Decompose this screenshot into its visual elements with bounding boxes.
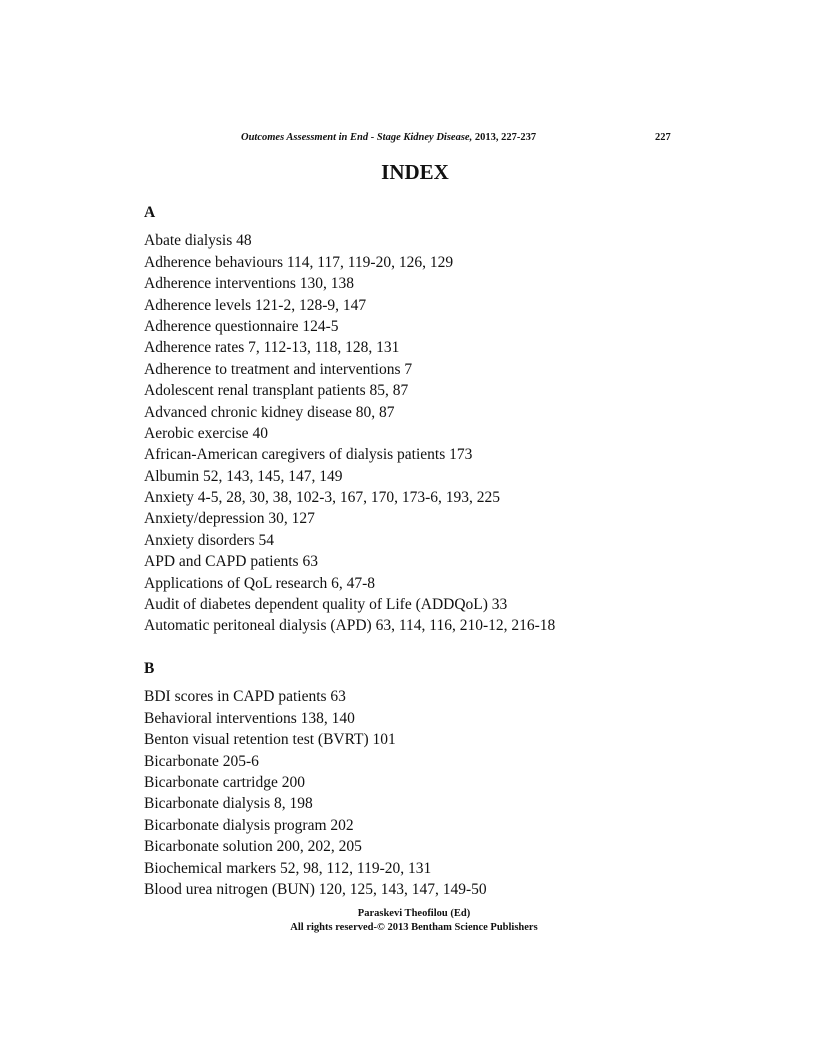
- index-entry: Anxiety 4-5, 28, 30, 38, 102-3, 167, 170, 173-6, 193, 225: [144, 489, 501, 507]
- index-entry: BDI scores in CAPD patients 63: [144, 688, 346, 706]
- index-entry: Applications of QoL research 6, 47-8: [144, 574, 375, 592]
- index-entry: Advanced chronic kidney disease 80, 87: [144, 403, 395, 421]
- index-entry: Biochemical markers 52, 98, 112, 119-20, 131: [144, 859, 432, 877]
- section-letter: A: [144, 204, 156, 221]
- index-entry: Bicarbonate dialysis program 202: [144, 816, 354, 834]
- index-entry: Automatic peritoneal dialysis (APD) 63, 114, 116, 210-12, 216-18: [144, 617, 556, 635]
- index-entry: Abate dialysis 48: [144, 232, 252, 250]
- index-entry: APD and CAPD patients 63: [144, 553, 318, 571]
- index-entry: Bicarbonate dialysis 8, 198: [144, 795, 313, 813]
- journal-title: Outcomes Assessment in End - Stage Kidney Disease,: [241, 132, 473, 143]
- index-entry: Bicarbonate 205-6: [144, 752, 259, 770]
- index-section-b: [144, 658, 487, 900]
- index-entry: Adherence questionnaire 124-5: [144, 317, 339, 335]
- index-entry: Bicarbonate solution 200, 202, 205: [144, 838, 362, 856]
- section-letter: B: [144, 660, 155, 677]
- index-entry: Albumin 52, 143, 145, 147, 149: [144, 467, 343, 485]
- index-entry: African-American caregivers of dialysis patients 173: [144, 446, 473, 464]
- index-entry: Adherence rates 7, 112-13, 118, 128, 131: [144, 339, 400, 357]
- index-entry: Behavioral interventions 138, 140: [144, 709, 355, 727]
- index-entry: Adherence behaviours 114, 117, 119-20, 126, 129: [144, 253, 454, 271]
- index-entry: Adherence levels 121-2, 128-9, 147: [144, 296, 367, 314]
- index-entry: Benton visual retention test (BVRT) 101: [144, 731, 396, 749]
- index-entry: Blood urea nitrogen (BUN) 120, 125, 143, 147, 149-50: [144, 880, 487, 898]
- journal-year-pages: 2013, 227-237: [472, 132, 537, 143]
- index-entry: Anxiety disorders 54: [144, 531, 275, 549]
- index-entry: Audit of diabetes dependent quality of Life (ADDQoL) 33: [144, 596, 508, 614]
- index-entry: Adolescent renal transplant patients 85, 87: [144, 382, 409, 400]
- index-entry: Adherence to treatment and interventions 7: [144, 360, 413, 378]
- index-entry: Bicarbonate cartridge 200: [144, 773, 305, 791]
- page-number: 227: [655, 132, 671, 143]
- footer-editor: Paraskevi Theofilou (Ed): [357, 908, 471, 919]
- footer-copyright: All rights reserved-© 2013 Bentham Science Publishers: [290, 922, 538, 933]
- index-entry: Adherence interventions 130, 138: [144, 275, 355, 293]
- index-entry: Anxiety/depression 30, 127: [144, 510, 315, 528]
- index-section-a: [144, 202, 555, 637]
- index-entry: Aerobic exercise 40: [144, 424, 268, 442]
- page-title: INDEX: [381, 160, 449, 184]
- running-header: [241, 132, 536, 143]
